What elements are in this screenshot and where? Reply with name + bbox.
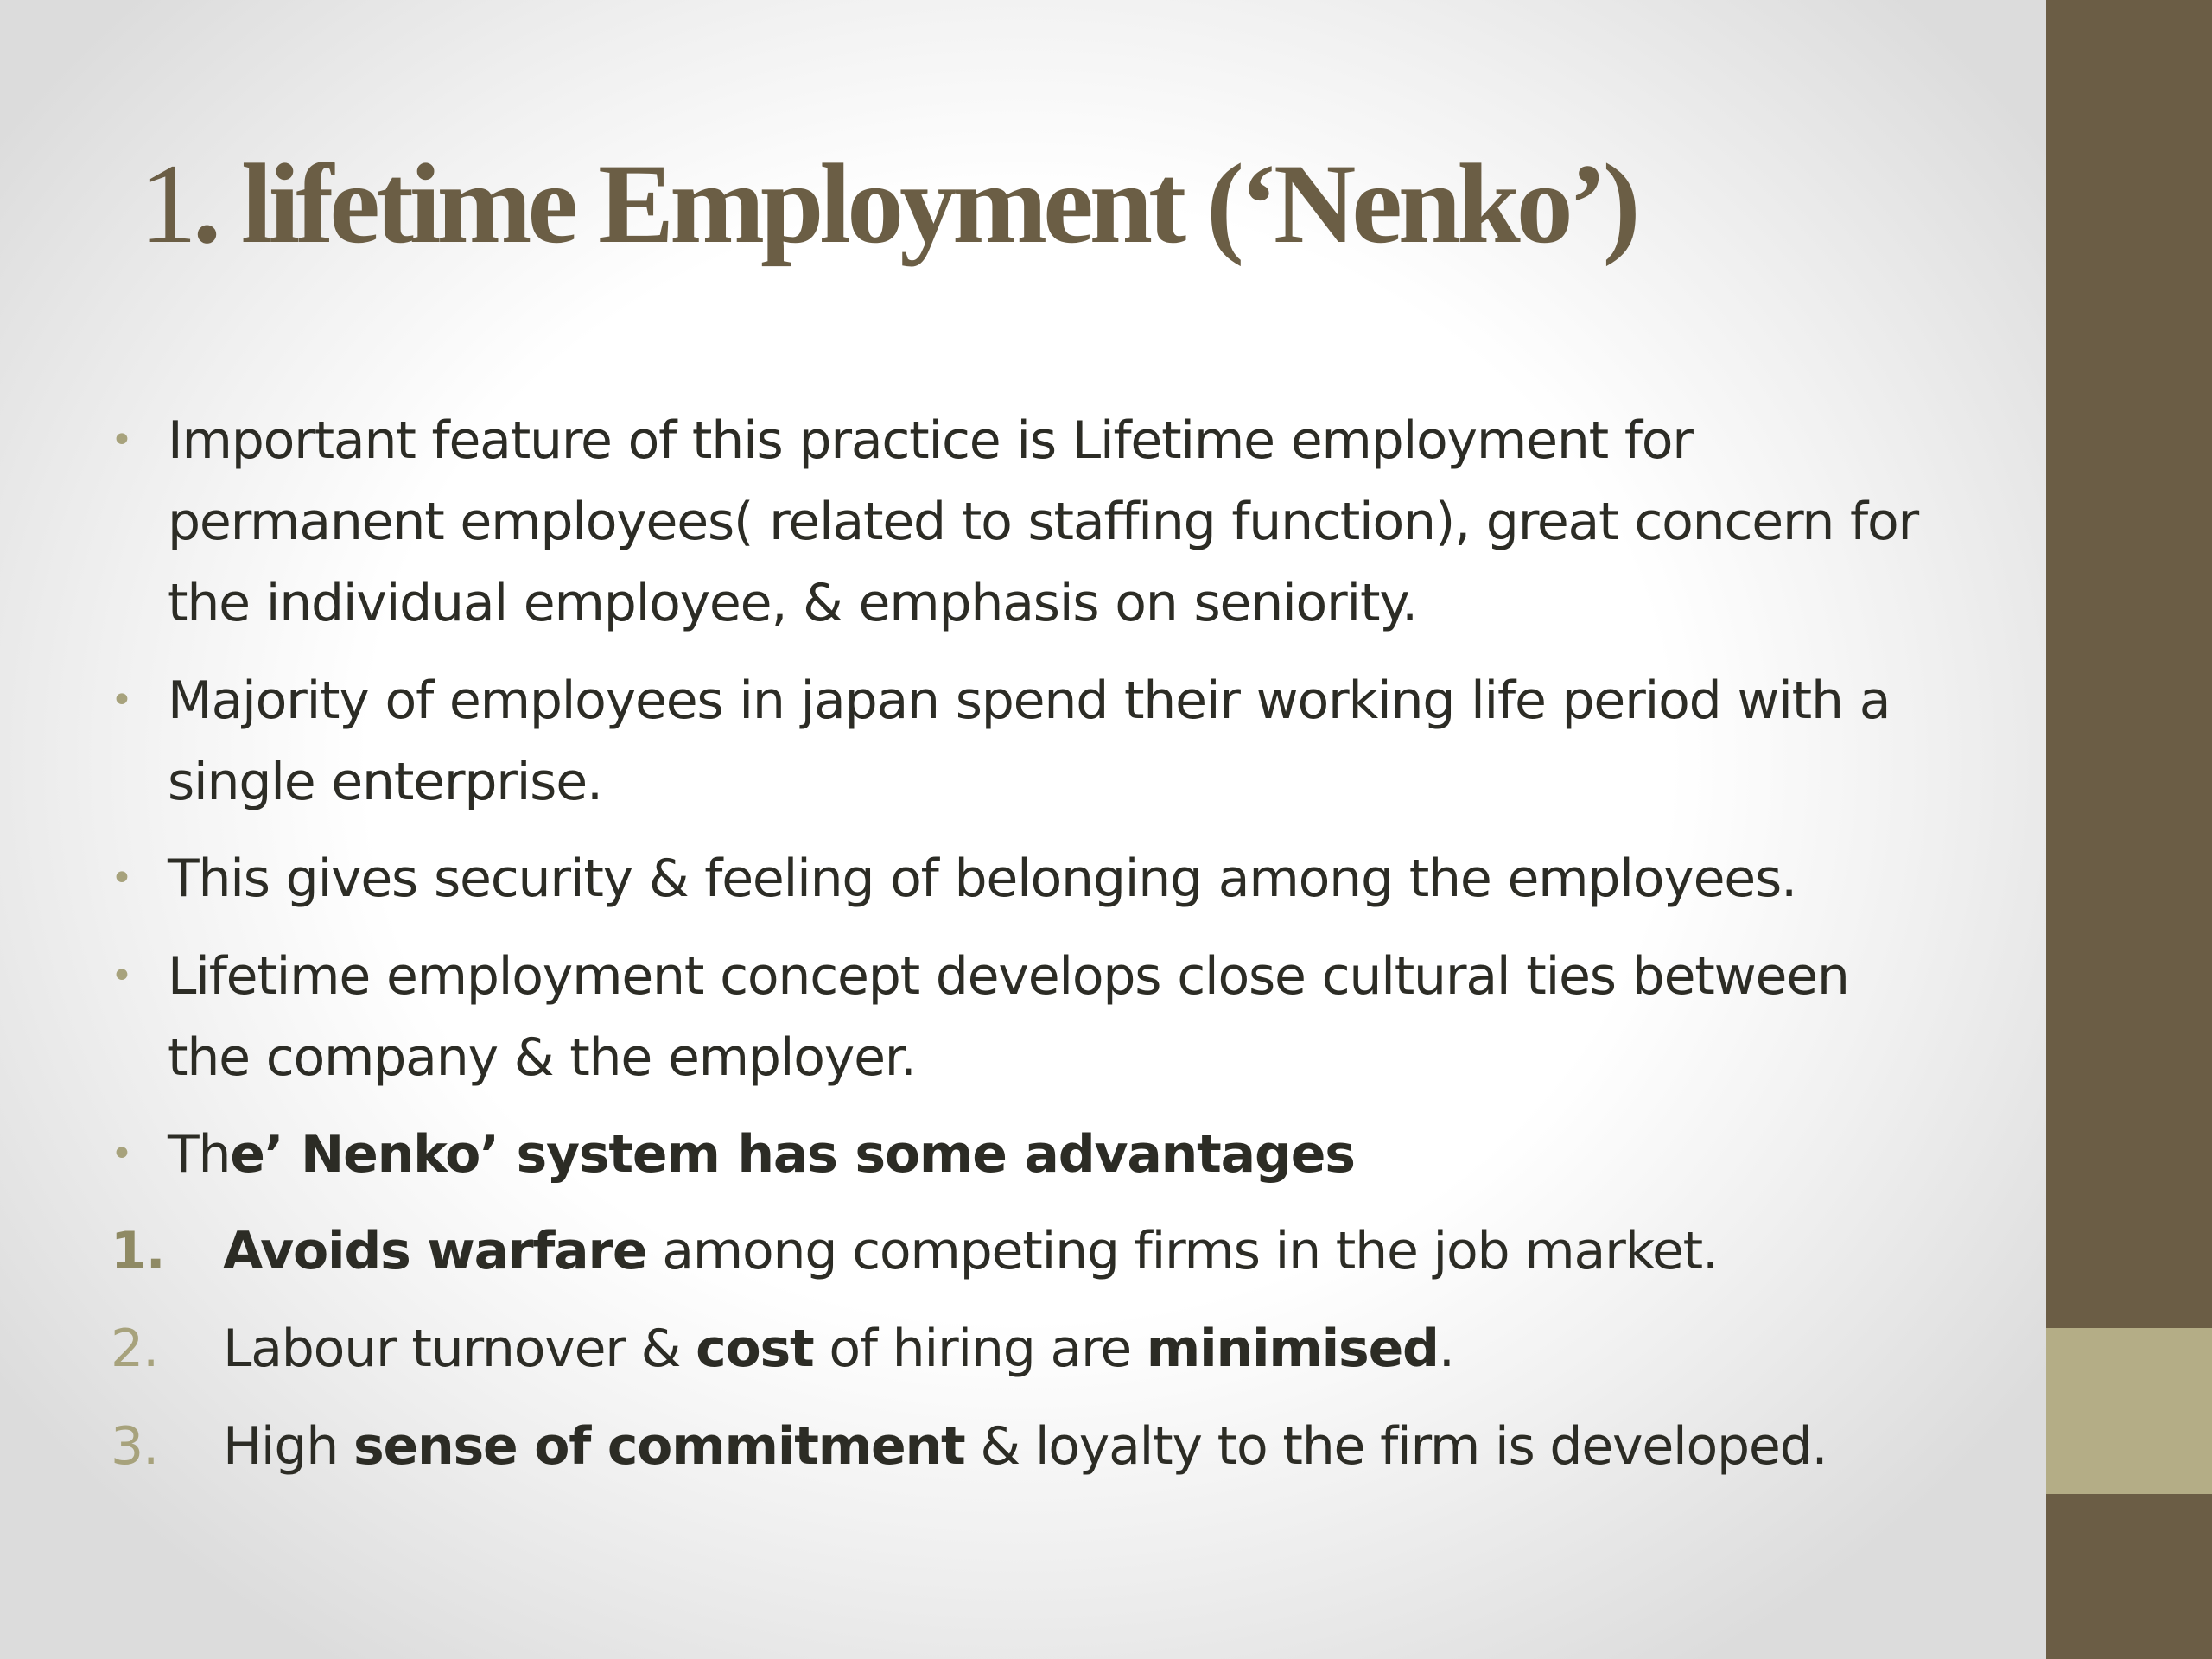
numbered-text: among competing firms in the job market.: [646, 1221, 1718, 1281]
numbered-text: & loyalty to the firm is developed.: [964, 1416, 1827, 1477]
bullet-dot: •: [111, 856, 133, 900]
numbered-item: [223, 1211, 1994, 1292]
numbered-label: 3.: [111, 1416, 159, 1477]
numbered-text: of hiring are: [813, 1319, 1147, 1379]
bullet-dot: •: [111, 954, 133, 998]
bullet-item: Lifetime employment concept develops close cultural ties between the company & the employer.: [168, 946, 1849, 1088]
numbered-text: High: [223, 1416, 353, 1477]
sidebar-accent-block: [2046, 1328, 2212, 1494]
advantages-prefix: Th: [168, 1124, 231, 1185]
numbered-item: [223, 1406, 1994, 1487]
emphasis-text: sense of commitment: [353, 1416, 965, 1477]
numbered-label: 2.: [111, 1319, 159, 1379]
numbered-text: .: [1438, 1319, 1454, 1379]
emphasis-text: Avoids warfare: [223, 1221, 647, 1281]
bullet-dot: •: [111, 1132, 133, 1176]
bullet-item: Important feature of this practice is Lifetime employment for permanent employees( related to staffing function), great concern for the individual employee, & emphasis on seniority.: [168, 410, 1918, 633]
emphasis-text: cost: [696, 1319, 814, 1379]
title-number: 1: [140, 140, 193, 267]
title-text: . lifetime Employment (‘Nenko’): [193, 140, 1637, 267]
emphasis-text: minimised: [1146, 1319, 1439, 1379]
bullet-item: Majority of employees in japan spend their working life period with a single enterprise.: [168, 671, 1891, 812]
advantages-bold-text: e’ Nenko’ system has some advantages: [230, 1124, 1355, 1185]
bullet-item: This gives security & feeling of belonging among the employees.: [168, 849, 1796, 909]
numbered-label: 1.: [111, 1221, 165, 1281]
slide-title: [140, 140, 1637, 267]
bullet-dot: •: [111, 678, 133, 722]
numbered-item: [223, 1308, 1994, 1389]
bullet-dot: •: [111, 418, 133, 462]
numbered-text: Labour turnover &: [223, 1319, 696, 1379]
bullet-item-advantages: [168, 1114, 1939, 1195]
